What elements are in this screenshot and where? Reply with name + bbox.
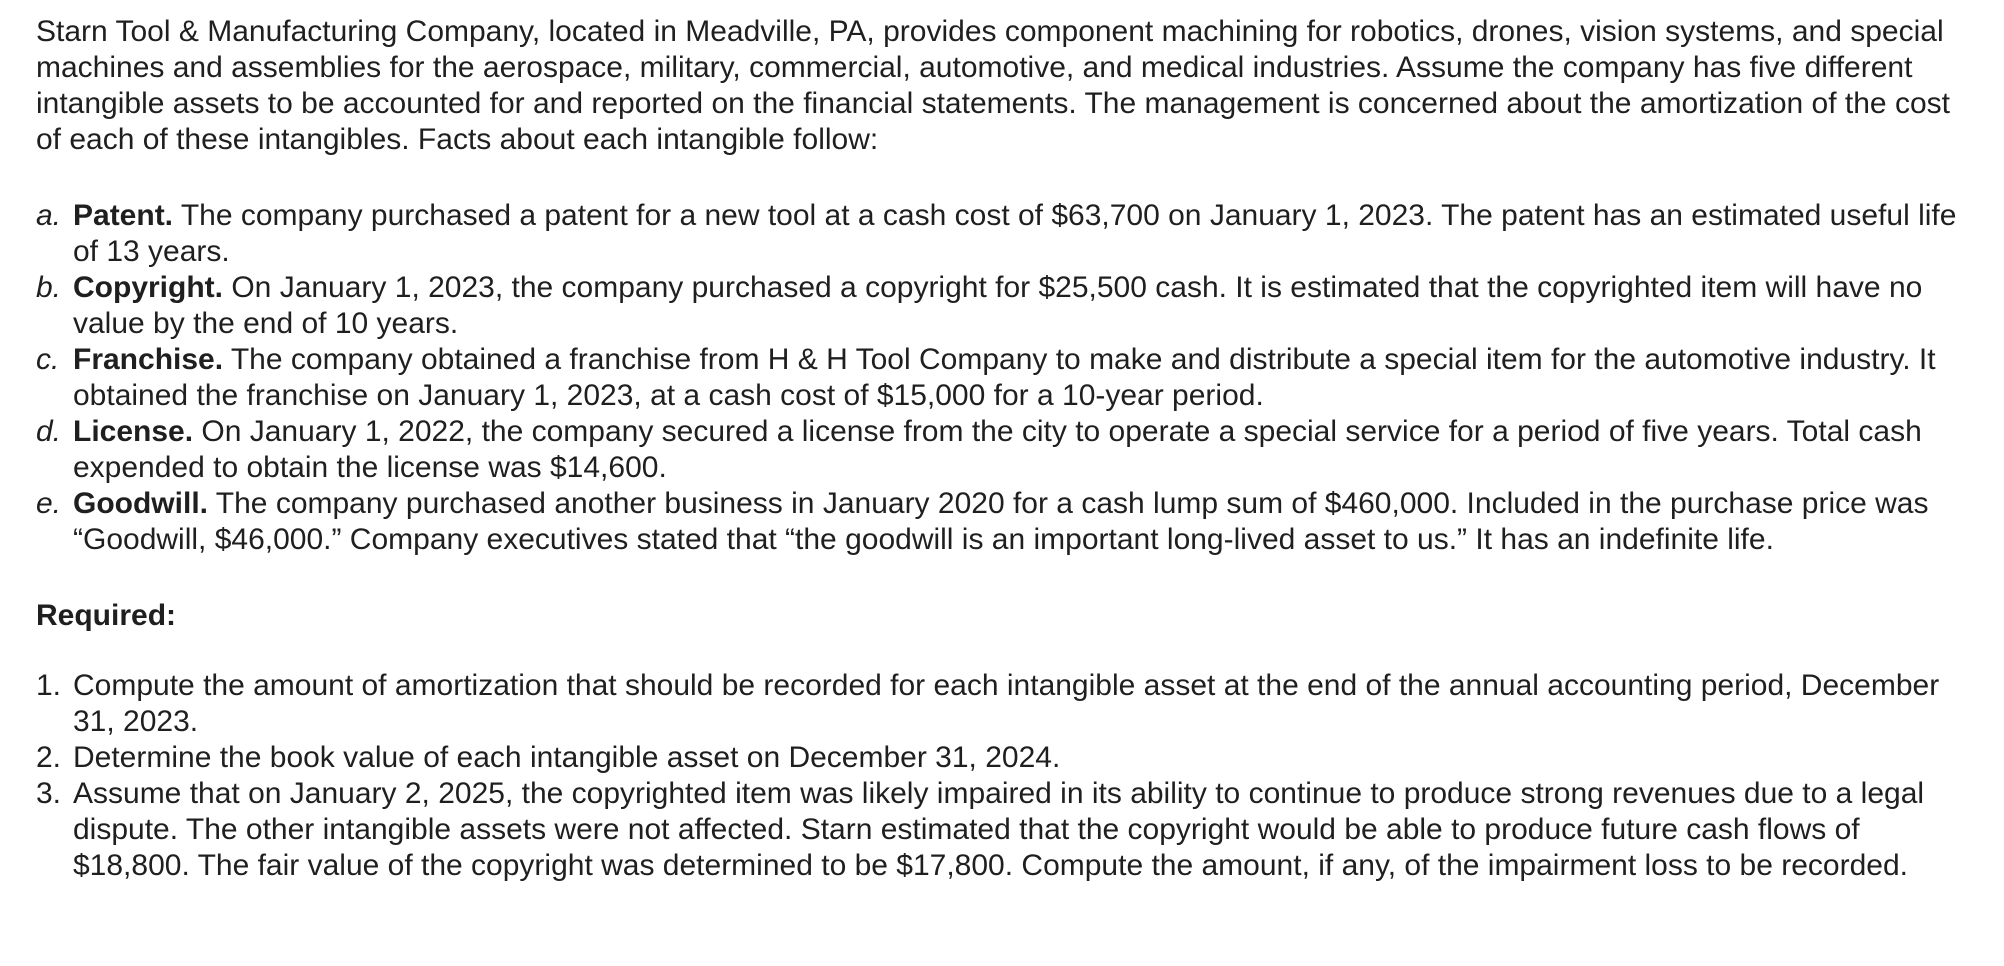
fact-text: The company purchased another business in January 2020 for a cash lump sum of $460,000. Included in the purchase price was “Goodwill, $46,000.” Company executives stated that “the goodwill is an important long-lived asset to us.” It has an indefinite life. (73, 487, 1929, 556)
requirement-number: 3. (36, 777, 62, 810)
problem-document (36, 14, 1976, 884)
requirement-text: Compute the amount of amortization that should be recorded for each intangible asset at the end of the annual accounting period, December 31, 2023. (73, 669, 1940, 738)
fact-text: The company purchased a patent for a new tool at a cash cost of $63,700 on January 1, 2023. The patent has an estimated useful life of 13 years. (73, 199, 1957, 268)
requirement-number: 1. (36, 669, 62, 702)
intro-paragraph: Starn Tool & Manufacturing Company, located in Meadville, PA, provides component machining for robotics, drones, vision systems, and special machines and assemblies for the aerospace, military, commercial, automotive, and medical industries. Assume the company has five different intangible assets to be accounted for and reported on the financial statements. The management is concerned about the amortization of the cost of each of these intangibles. Facts about each intangible follow: (36, 15, 1950, 156)
intangible-facts-list (36, 198, 1976, 558)
requirement-item-2 (36, 740, 1976, 776)
fact-item-license (36, 414, 1976, 486)
fact-letter: e. (36, 487, 62, 520)
fact-item-copyright (36, 270, 1976, 342)
fact-letter: b. (36, 271, 62, 304)
fact-term: Franchise. (73, 343, 224, 376)
fact-text: The company obtained a franchise from H & H Tool Company to make and distribute a special item for the automotive industry. It obtained the franchise on January 1, 2023, at a cash cost of $15,000 for a 10-year period. (73, 343, 1936, 412)
fact-text: On January 1, 2023, the company purchased a copyright for $25,500 cash. It is estimated that the copyrighted item will have no value by the end of 10 years. (73, 271, 1923, 340)
fact-item-franchise (36, 342, 1976, 414)
fact-letter: a. (36, 199, 62, 232)
required-heading: Required: (36, 599, 177, 632)
fact-text: On January 1, 2022, the company secured a license from the city to operate a special service for a period of five years. Total cash expended to obtain the license was $14,600. (73, 415, 1922, 484)
fact-item-patent (36, 198, 1976, 270)
requirement-text: Determine the book value of each intangible asset on December 31, 2024. (73, 741, 1061, 774)
requirements-list (36, 668, 1976, 884)
fact-item-goodwill (36, 486, 1976, 558)
requirement-item-1 (36, 668, 1976, 740)
fact-term: Patent. (73, 199, 174, 232)
requirement-text: Assume that on January 2, 2025, the copyrighted item was likely impaired in its ability to continue to produce strong revenues due to a legal dispute. The other intangible assets were not affected. Starn estimated that the copyright would be able to produce future cash flows of $18,800. The fair value of the copyright was determined to be $17,800. Compute the amount, if any, of the impairment loss to be recorded. (73, 777, 1925, 882)
requirement-number: 2. (36, 741, 62, 774)
requirement-item-3 (36, 776, 1976, 884)
fact-term: Goodwill. (73, 487, 208, 520)
fact-term: Copyright. (73, 271, 223, 304)
fact-term: License. (73, 415, 194, 448)
fact-letter: d. (36, 415, 62, 448)
fact-letter: c. (36, 343, 60, 376)
